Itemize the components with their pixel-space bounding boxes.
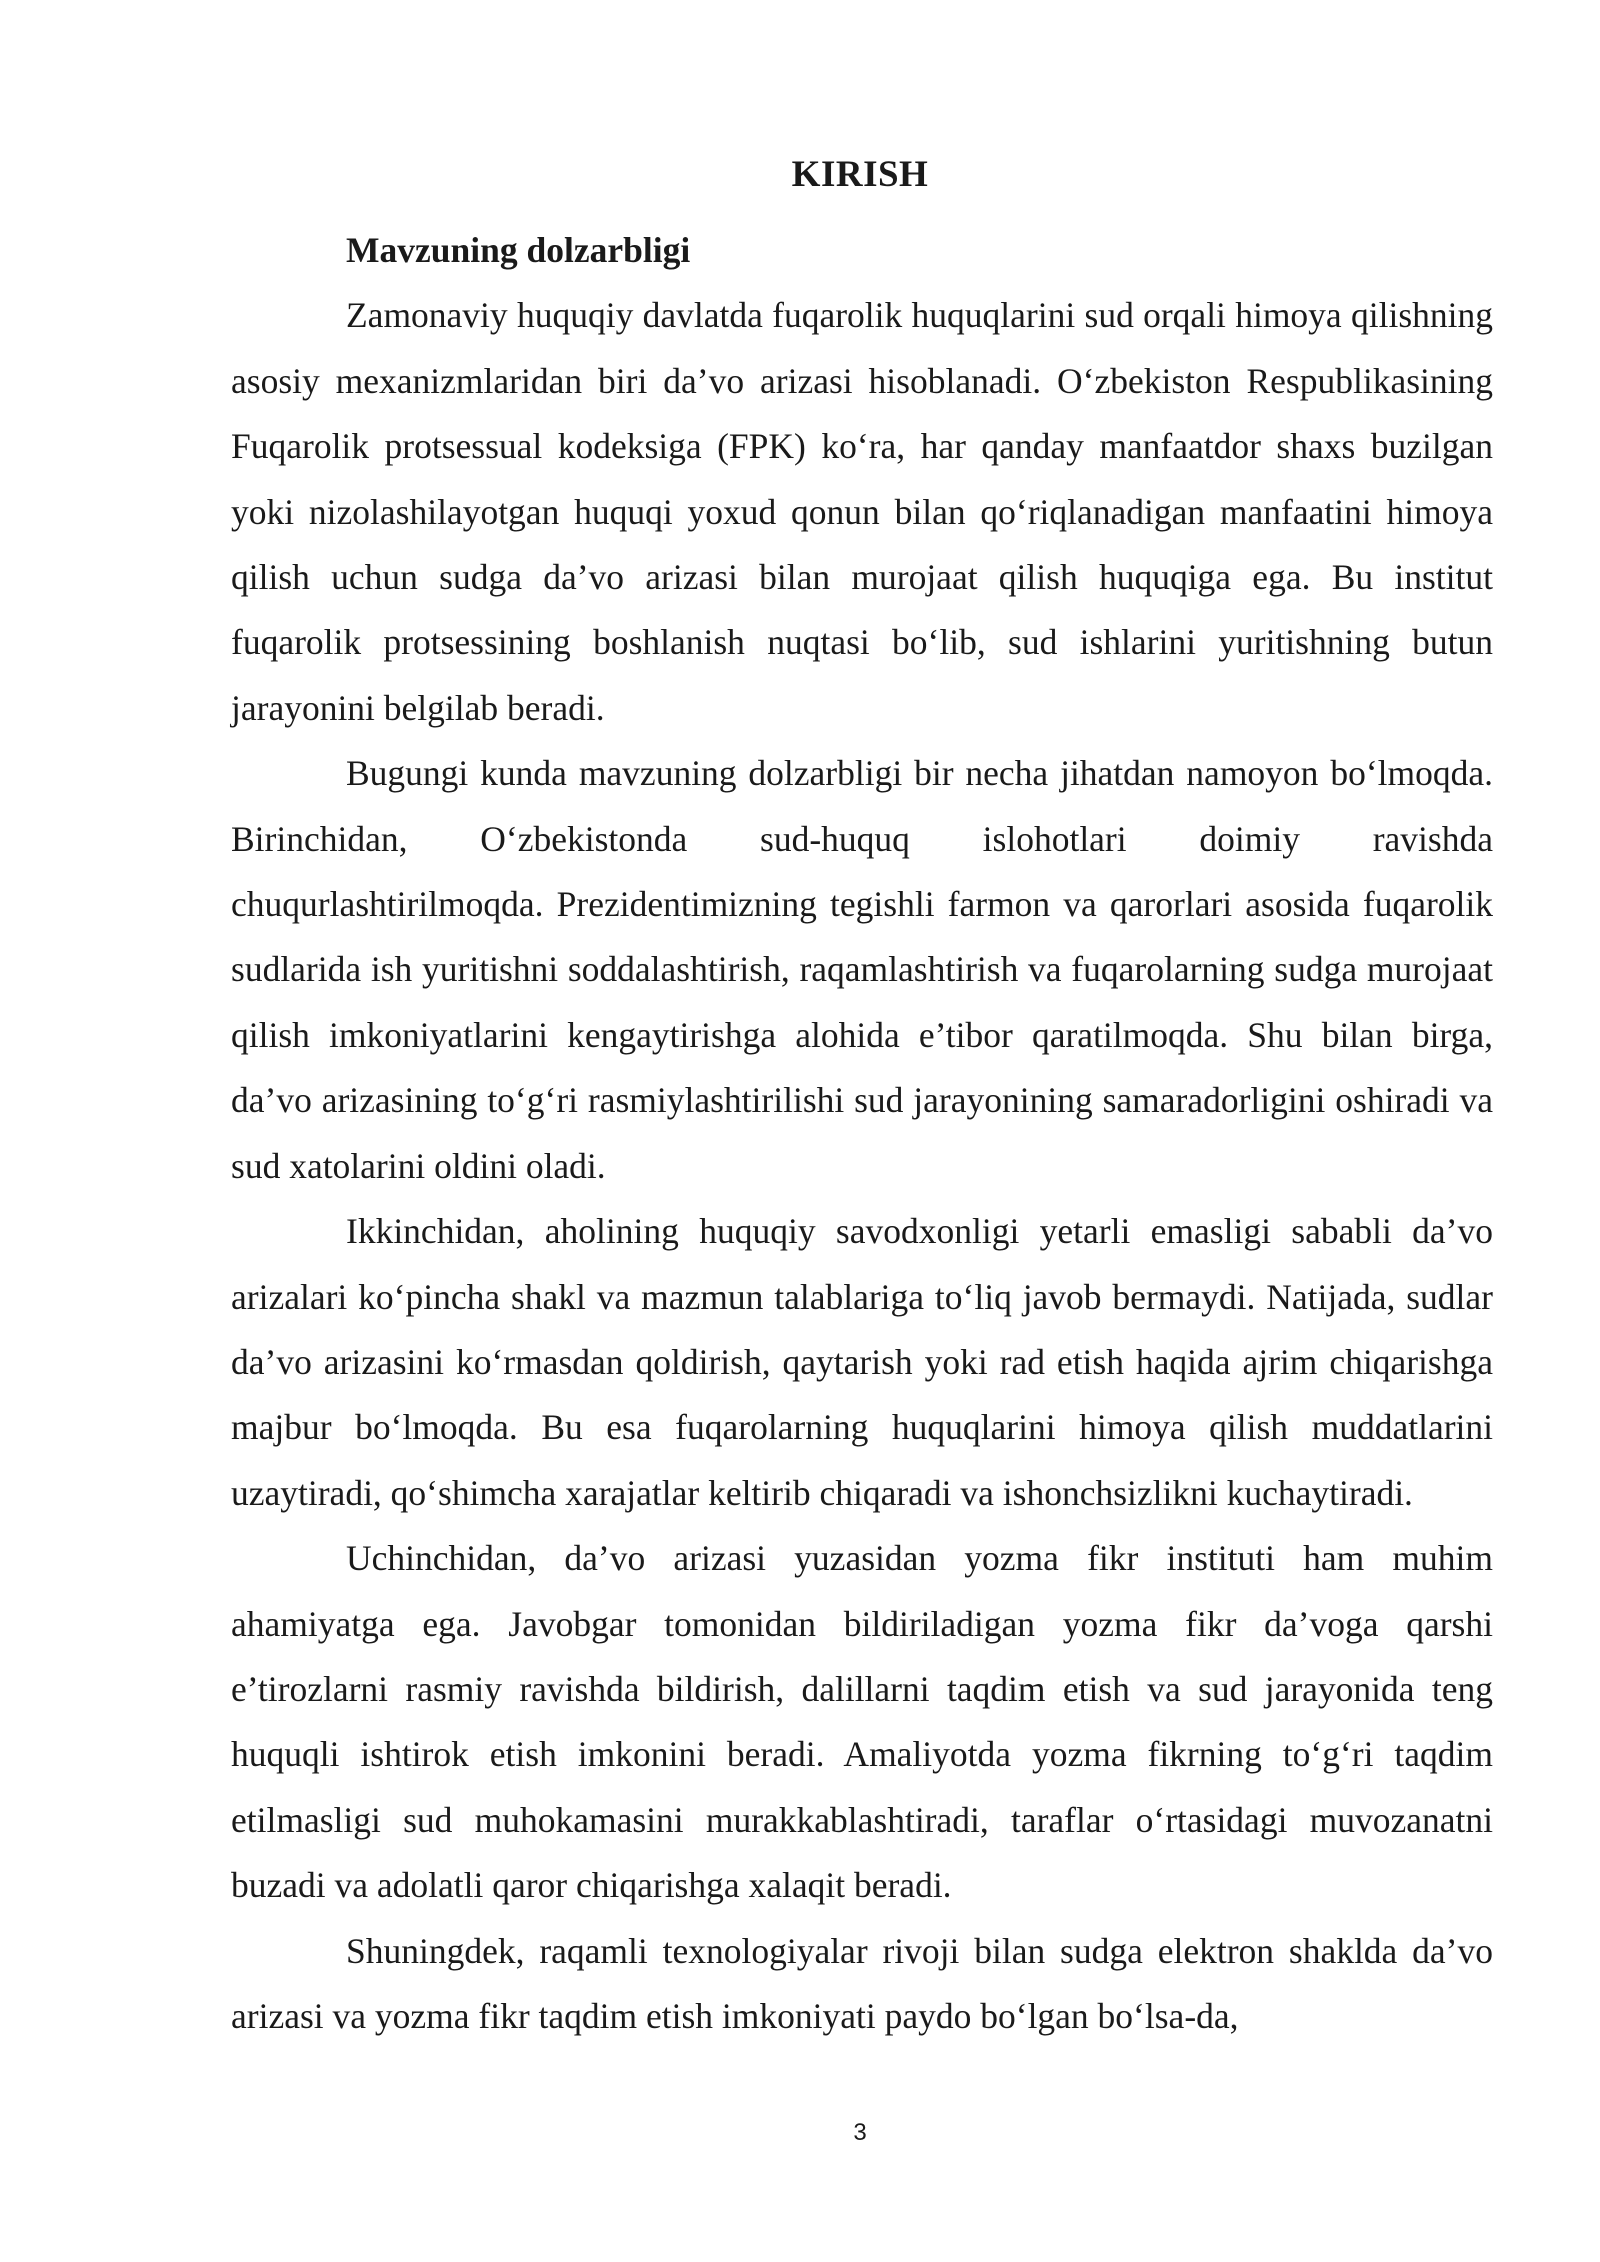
page-number: 3 bbox=[853, 2119, 867, 2146]
section-heading: Mavzuning dolzarbligi bbox=[346, 230, 691, 270]
page-title: KIRISH bbox=[791, 154, 929, 195]
paragraph-4: Uchinchidan, da’vo arizasi yuzasidan yozma fikr instituti ham muhim ahamiyatga ega. Javobgar tomonidan bildiriladigan yozma fikr da’voga qarshi e’tirozlarni rasmiy ravishda bildirish, dalillarni taqdim etish va sud jarayonida teng huquqli ishtirok etish imkonini beradi. Amaliyotda yozma fikrning to‘g‘ri taqdim etilmasligi sud muhokamasini murakkablashtiradi, taraflar o‘rtasidagi muvozanatni buzadi va adolatli qaror chiqarishga xalaqit beradi. bbox=[231, 1538, 1493, 1906]
paragraph-5: Shuningdek, raqamli texnologiyalar rivoji bilan sudga elektron shaklda da’vo arizasi va yozma fikr taqdim etish imkoniyati paydo bo‘lgan bo‘lsa-da, bbox=[231, 1930, 1493, 2036]
document-body bbox=[231, 218, 1493, 2049]
paragraph-2: Bugungi kunda mavzuning dolzarbligi bir necha jihatdan namoyon bo‘lmoqda. Birinchidan, O‘zbekistonda sud-huquq islohotlari doimiy ravishda chuqurlashtirilmoqda. Prezidentimizning tegishli farmon va qarorlari asosida fuqarolik sudlarida ish yuritishni soddalashtirish, raqamlashtirish va fuqarolarning sudga murojaat qilish imkoniyatlarini kengaytirishga alohida e’tibor qaratilmoqda. Shu bilan birga, da’vo arizasining to‘g‘ri rasmiylashtirilishi sud jarayonining samaradorligini oshiradi va sud xatolarini oldini oladi. bbox=[231, 753, 1493, 1186]
paragraph-3: Ikkinchidan, aholining huquqiy savodxonligi yetarli emasligi sababli da’vo arizalari ko‘pincha shakl va mazmun talablariga to‘liq javob bermaydi. Natijada, sudlar da’vo arizasini ko‘rmasdan qoldirish, qaytarish yoki rad etish haqida ajrim chiqarishga majbur bo‘lmoqda. Bu esa fuqarolarning huquqlarini himoya qilish muddatlarini uzaytiradi, qo‘shimcha xarajatlar keltirib chiqaradi va ishonchsizlikni kuchaytiradi. bbox=[231, 1211, 1493, 1513]
paragraph-1: Zamonaviy huquqiy davlatda fuqarolik huquqlarini sud orqali himoya qilishning asosiy mexanizmlaridan biri da’vo arizasi hisoblanadi. O‘zbekiston Respublikasining Fuqarolik protsessual kodeksiga (FPK) ko‘ra, har qanday manfaatdor shaxs buzilgan yoki nizolashilayotgan huquqi yoxud qonun bilan qo‘riqlanadigan manfaatini himoya qilish uchun sudga da’vo arizasi bilan murojaat qilish huquqiga ega. Bu institut fuqarolik protsessining boshlanish nuqtasi bo‘lib, sud ishlarini yuritishning butun jarayonini belgilab beradi. bbox=[231, 295, 1493, 728]
